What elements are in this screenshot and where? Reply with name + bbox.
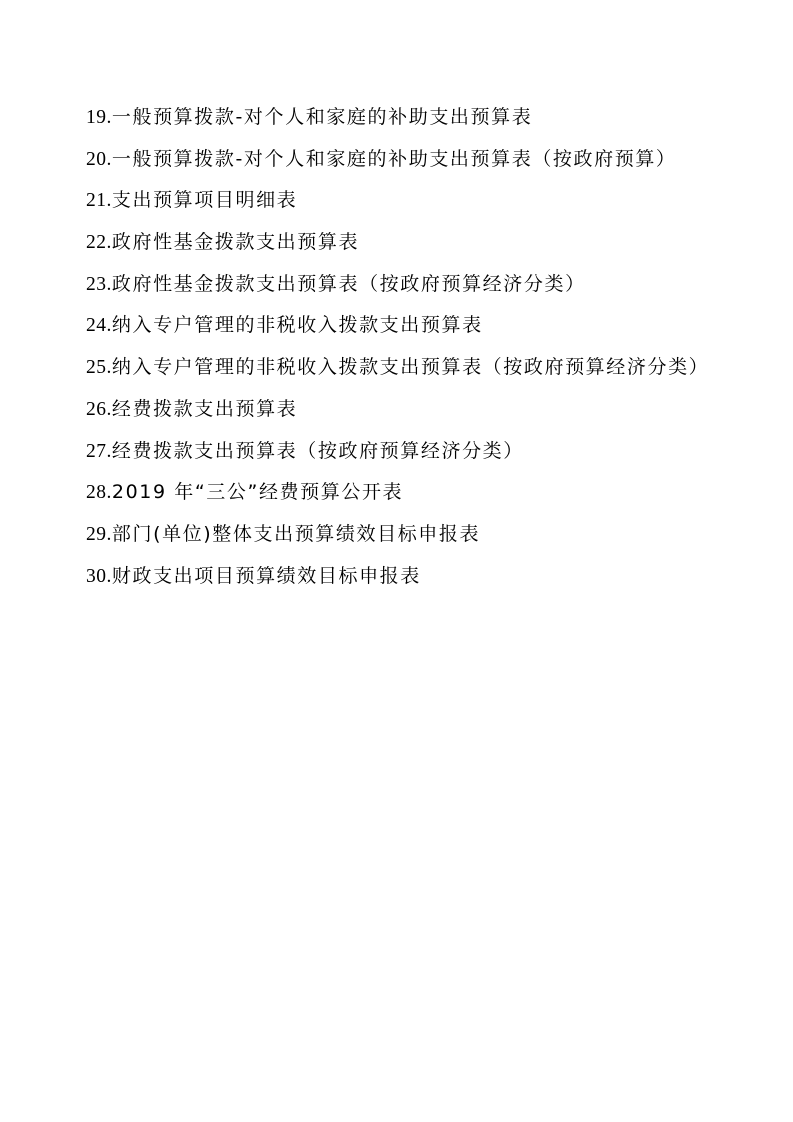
item-title: 经费拨款支出预算表（按政府预算经济分类） [111,439,524,462]
item-title: 一般预算拨款-对个人和家庭的补助支出预算表 [111,106,533,128]
item-title: 财政支出项目预算绩效目标申报表 [111,564,421,587]
item-number: 22. [86,232,112,254]
item-title: 纳入专户管理的非税收入拨款支出预算表 [111,314,483,337]
list-item [86,350,766,392]
list-item [86,308,766,350]
table-of-contents [86,100,766,600]
list-item [86,559,766,601]
item-title: 支出预算项目明细表 [111,189,298,212]
item-number: 20. [86,148,112,170]
item-title: 纳入专户管理的非税收入拨款支出预算表（按政府预算经济分类） [111,356,710,379]
item-number: 24. [86,315,112,337]
item-number: 26. [86,398,112,420]
item-number: 30. [86,565,112,587]
item-title: 经费拨款支出预算表 [111,397,298,420]
item-title: 2019 年“三公”经费预算公开表 [111,481,404,504]
item-title: 部门(单位)整体支出预算绩效目标申报表 [111,522,481,545]
item-number: 28. [86,482,112,504]
list-item [86,100,766,142]
list-item [86,183,766,225]
item-number: 19. [86,107,112,128]
list-item [86,142,766,184]
item-number: 23. [86,273,112,295]
item-title: 一般预算拨款-对个人和家庭的补助支出预算表（按政府预算） [111,147,677,170]
item-title: 政府性基金拨款支出预算表 [111,231,360,254]
item-number: 21. [86,190,112,212]
item-title: 政府性基金拨款支出预算表（按政府预算经济分类） [111,272,586,295]
list-item [86,517,766,559]
list-item [86,225,766,267]
item-number: 27. [86,440,112,462]
list-item [86,267,766,309]
list-item [86,475,766,517]
item-number: 25. [86,357,112,379]
item-number: 29. [86,523,112,545]
list-item [86,392,766,434]
list-item [86,434,766,476]
